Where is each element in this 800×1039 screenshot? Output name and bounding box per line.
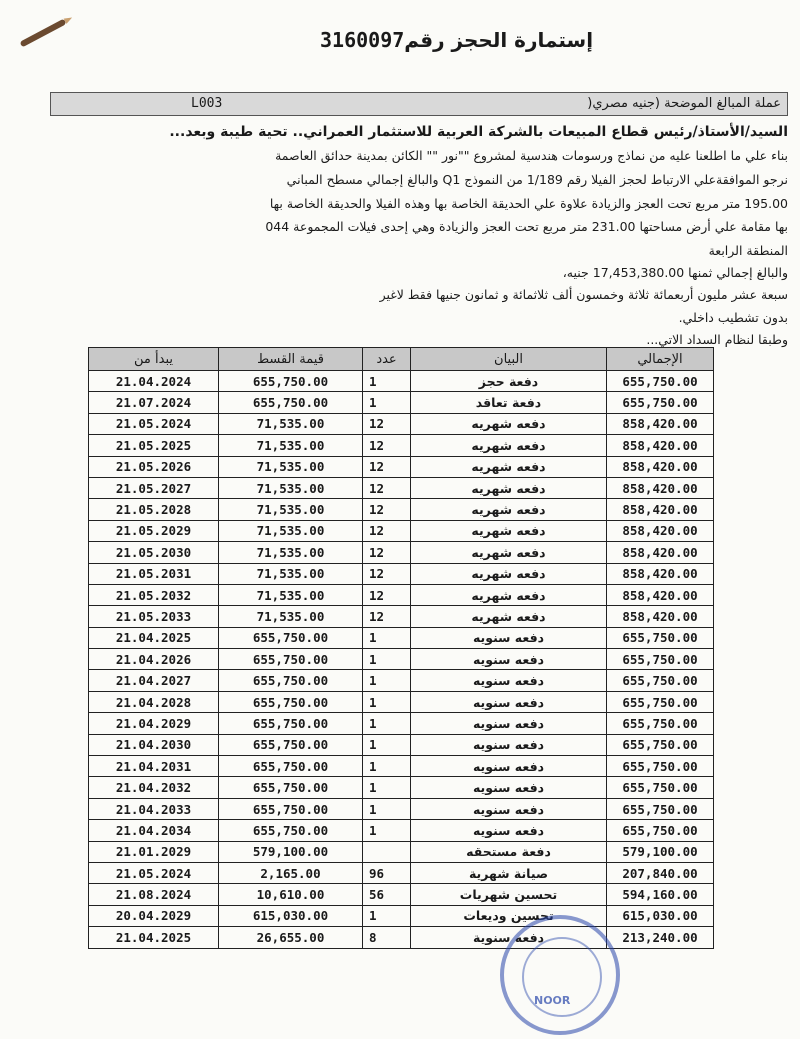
table-row (89, 884, 714, 905)
installment-cell: 655,750.00 (219, 756, 363, 777)
table-row (89, 713, 714, 734)
table-row (89, 756, 714, 777)
count-cell: 12 (363, 477, 411, 498)
body-line-1: بناء علي ما اطلعنا عليه من نماذج ورسومات هندسية لمشروع ""نور "" الكائن بمدينة حدائق العاصمة (275, 148, 788, 163)
total-cell: 858,420.00 (607, 584, 714, 605)
count-cell: 1 (363, 627, 411, 648)
start-date-cell: 21.04.2034 (89, 820, 219, 841)
statement-cell: دفعه سنويه (411, 713, 607, 734)
total-cell: 615,030.00 (607, 905, 714, 926)
start-date-cell: 21.04.2024 (89, 371, 219, 392)
total-price-line: والبالغ إجمالي ثمنها 17,453,380.00 جنيه، (562, 265, 788, 280)
installment-cell: 71,535.00 (219, 499, 363, 520)
installment-cell: 655,750.00 (219, 734, 363, 755)
start-date-cell: 21.05.2029 (89, 520, 219, 541)
statement-cell: دفعه سنويه (411, 670, 607, 691)
total-cell: 655,750.00 (607, 670, 714, 691)
page-title (320, 28, 593, 52)
start-date-cell: 21.04.2027 (89, 670, 219, 691)
installment-cell: 655,750.00 (219, 649, 363, 670)
table-row (89, 927, 714, 948)
table-row (89, 606, 714, 627)
installment-cell: 655,750.00 (219, 392, 363, 413)
statement-cell: تحسين وديعات (411, 905, 607, 926)
table-row (89, 670, 714, 691)
currency-bar (50, 92, 788, 116)
total-cell: 655,750.00 (607, 649, 714, 670)
start-date-cell: 21.05.2032 (89, 584, 219, 605)
start-date-cell: 21.04.2029 (89, 713, 219, 734)
total-cell: 213,240.00 (607, 927, 714, 948)
count-cell: 1 (363, 392, 411, 413)
count-cell: 12 (363, 606, 411, 627)
statement-cell: صيانة شهرية (411, 862, 607, 883)
count-cell: 1 (363, 756, 411, 777)
total-cell: 594,160.00 (607, 884, 714, 905)
installment-cell: 655,750.00 (219, 777, 363, 798)
payment-table (88, 347, 714, 949)
statement-cell: دفعة تعاقد (411, 392, 607, 413)
installment-cell: 71,535.00 (219, 413, 363, 434)
table-row (89, 413, 714, 434)
total-cell: 858,420.00 (607, 456, 714, 477)
start-date-cell: 21.05.2028 (89, 499, 219, 520)
count-cell: 1 (363, 649, 411, 670)
total-cell: 655,750.00 (607, 371, 714, 392)
start-date-cell: 21.05.2024 (89, 862, 219, 883)
start-date-cell: 21.05.2031 (89, 563, 219, 584)
greeting-line: السيد/الأستاذ/رئيس قطاع المبيعات بالشركة العربية للاستثمار العمراني.. تحية طيبة وبعد... (169, 124, 788, 140)
installment-cell: 71,535.00 (219, 456, 363, 477)
total-cell: 858,420.00 (607, 520, 714, 541)
statement-cell: دفعه سنوية (411, 927, 607, 948)
start-date-cell: 21.04.2030 (89, 734, 219, 755)
count-cell: 12 (363, 520, 411, 541)
total-cell: 655,750.00 (607, 691, 714, 712)
statement-cell: دفعه شهريه (411, 563, 607, 584)
total-cell: 655,750.00 (607, 713, 714, 734)
company-stamp (500, 915, 620, 1035)
installment-cell: 71,535.00 (219, 563, 363, 584)
table-row (89, 499, 714, 520)
header-statement: البيان (411, 348, 607, 371)
table-row (89, 627, 714, 648)
total-cell: 858,420.00 (607, 413, 714, 434)
table-row (89, 734, 714, 755)
start-date-cell: 21.04.2025 (89, 627, 219, 648)
installment-cell: 71,535.00 (219, 584, 363, 605)
total-cell: 655,750.00 (607, 777, 714, 798)
count-cell: 1 (363, 670, 411, 691)
installment-cell: 655,750.00 (219, 691, 363, 712)
count-cell (363, 841, 411, 862)
table-row (89, 905, 714, 926)
count-cell: 12 (363, 435, 411, 456)
statement-cell: دفعه شهريه (411, 584, 607, 605)
table-row (89, 435, 714, 456)
count-cell: 1 (363, 691, 411, 712)
installment-cell: 2,165.00 (219, 862, 363, 883)
table-row (89, 841, 714, 862)
count-cell: 1 (363, 777, 411, 798)
table-row (89, 798, 714, 819)
start-date-cell: 21.05.2030 (89, 542, 219, 563)
table-row (89, 862, 714, 883)
installment-cell: 10,610.00 (219, 884, 363, 905)
table-row (89, 820, 714, 841)
start-date-cell: 21.04.2031 (89, 756, 219, 777)
total-cell: 655,750.00 (607, 734, 714, 755)
statement-cell: دفعة حجز (411, 371, 607, 392)
table-row (89, 371, 714, 392)
statement-cell: تحسين شهريات (411, 884, 607, 905)
header-installment: قيمة القسط (219, 348, 363, 371)
count-cell: 12 (363, 499, 411, 520)
statement-cell: دفعه سنويه (411, 691, 607, 712)
start-date-cell: 21.04.2033 (89, 798, 219, 819)
count-cell: 12 (363, 456, 411, 477)
finishing-line: بدون تشطيب داخلي. (678, 310, 788, 325)
total-cell: 579,100.00 (607, 841, 714, 862)
installment-cell: 579,100.00 (219, 841, 363, 862)
total-cell: 655,750.00 (607, 820, 714, 841)
count-cell: 1 (363, 820, 411, 841)
total-cell: 655,750.00 (607, 756, 714, 777)
total-cell: 207,840.00 (607, 862, 714, 883)
body-line-2: نرجو الموافقةعلي الارتباط لحجز الفيلا رقم 1/189 من النموذج Q1 والبالغ إجمالي مسطح المباني (286, 172, 788, 187)
installment-cell: 615,030.00 (219, 905, 363, 926)
statement-cell: دفعه شهريه (411, 413, 607, 434)
pen-mark (20, 19, 67, 48)
count-cell: 12 (363, 542, 411, 563)
table-row (89, 392, 714, 413)
count-cell: 1 (363, 905, 411, 926)
count-cell: 1 (363, 371, 411, 392)
table-row (89, 542, 714, 563)
installment-cell: 26,655.00 (219, 927, 363, 948)
total-cell: 655,750.00 (607, 392, 714, 413)
count-cell: 12 (363, 584, 411, 605)
total-cell: 655,750.00 (607, 627, 714, 648)
start-date-cell: 21.04.2026 (89, 649, 219, 670)
start-date-cell: 21.04.2025 (89, 927, 219, 948)
table-row (89, 456, 714, 477)
total-cell: 858,420.00 (607, 477, 714, 498)
currency-code: L003 (191, 96, 223, 111)
statement-cell: دفعه شهريه (411, 477, 607, 498)
total-cell: 858,420.00 (607, 499, 714, 520)
statement-cell: دفعة مستحقه (411, 841, 607, 862)
count-cell: 8 (363, 927, 411, 948)
installment-cell: 655,750.00 (219, 627, 363, 648)
statement-cell: دفعه سنويه (411, 798, 607, 819)
start-date-cell: 21.05.2033 (89, 606, 219, 627)
start-date-cell: 21.05.2026 (89, 456, 219, 477)
count-cell: 1 (363, 798, 411, 819)
statement-cell: دفعه سنويه (411, 627, 607, 648)
installment-cell: 71,535.00 (219, 435, 363, 456)
installment-cell: 655,750.00 (219, 798, 363, 819)
count-cell: 12 (363, 413, 411, 434)
total-cell: 858,420.00 (607, 542, 714, 563)
statement-cell: دفعه شهريه (411, 520, 607, 541)
body-line-4: بها مقامة علي أرض مساحتها 231.00 متر مربع تحت العجز والزيادة وهي إحدى فيلات المجموعة 044 (265, 219, 788, 234)
table-row (89, 691, 714, 712)
table-row (89, 584, 714, 605)
start-date-cell: 21.04.2028 (89, 691, 219, 712)
header-start: يبدأ من (89, 348, 219, 371)
statement-cell: دفعه شهريه (411, 542, 607, 563)
count-cell: 1 (363, 734, 411, 755)
start-date-cell: 21.07.2024 (89, 392, 219, 413)
total-cell: 858,420.00 (607, 435, 714, 456)
statement-cell: دفعه سنويه (411, 820, 607, 841)
start-date-cell: 21.01.2029 (89, 841, 219, 862)
statement-cell: دفعه شهريه (411, 606, 607, 627)
stamp-text: NOOR (534, 994, 571, 1007)
total-cell: 858,420.00 (607, 563, 714, 584)
header-total: الإجمالي (607, 348, 714, 371)
installment-cell: 655,750.00 (219, 713, 363, 734)
count-cell: 56 (363, 884, 411, 905)
table-row (89, 563, 714, 584)
statement-cell: دفعه شهريه (411, 456, 607, 477)
body-line-3: 195.00 متر مربع تحت العجز والزيادة علاوة علي الحديقة الخاصة بها وهذه الفيلا والحديقة الخاصة بها (269, 196, 788, 211)
count-cell: 12 (363, 563, 411, 584)
start-date-cell: 21.05.2025 (89, 435, 219, 456)
statement-cell: دفعه سنويه (411, 777, 607, 798)
installment-cell: 71,535.00 (219, 542, 363, 563)
installment-cell: 71,535.00 (219, 606, 363, 627)
count-cell: 96 (363, 862, 411, 883)
installment-cell: 655,750.00 (219, 820, 363, 841)
total-cell: 858,420.00 (607, 606, 714, 627)
start-date-cell: 21.04.2032 (89, 777, 219, 798)
start-date-cell: 21.08.2024 (89, 884, 219, 905)
installment-cell: 655,750.00 (219, 670, 363, 691)
statement-cell: دفعه شهريه (411, 435, 607, 456)
payment-system-line: وطبقا لنظام السداد الاتي... (646, 332, 788, 347)
start-date-cell: 20.04.2029 (89, 905, 219, 926)
reservation-number: 3160097 (320, 28, 405, 52)
table-row (89, 520, 714, 541)
start-date-cell: 21.05.2024 (89, 413, 219, 434)
statement-cell: دفعه سنويه (411, 649, 607, 670)
header-count: عدد (363, 348, 411, 371)
table-row (89, 649, 714, 670)
table-row (89, 777, 714, 798)
title-text: إستمارة الحجز رقم (404, 28, 594, 52)
installment-cell: 71,535.00 (219, 477, 363, 498)
start-date-cell: 21.05.2027 (89, 477, 219, 498)
count-cell: 1 (363, 713, 411, 734)
price-words-line: سبعة عشر مليون أربعمائة ثلاثة وخمسون ألف ثلاثمائة و ثمانون جنيها فقط لاغير (379, 287, 788, 302)
statement-cell: دفعه شهريه (411, 499, 607, 520)
installment-cell: 71,535.00 (219, 520, 363, 541)
statement-cell: دفعه سنويه (411, 734, 607, 755)
table-row (89, 477, 714, 498)
table-header-row (89, 348, 714, 371)
currency-label: عملة المبالغ الموضحة (جنيه مصري( (587, 96, 781, 111)
statement-cell: دفعه سنويه (411, 756, 607, 777)
total-cell: 655,750.00 (607, 798, 714, 819)
body-line-5: المنطقة الرابعة (708, 243, 788, 258)
installment-cell: 655,750.00 (219, 371, 363, 392)
